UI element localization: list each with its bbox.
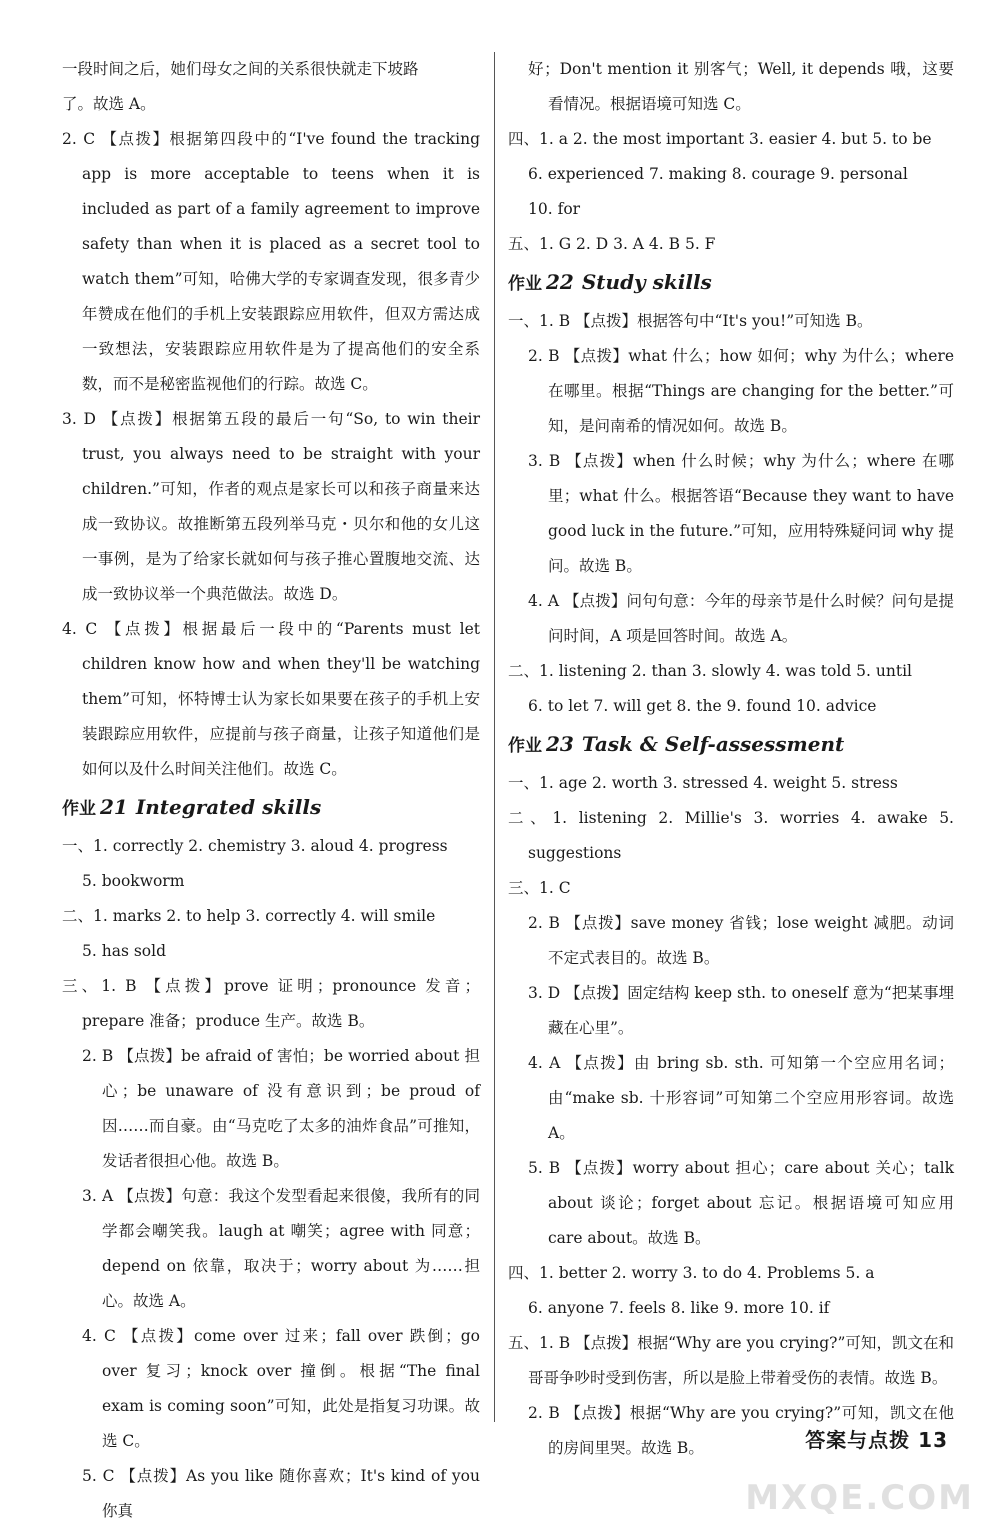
answer-paragraph: 5. bookworm bbox=[82, 872, 185, 890]
column-divider bbox=[494, 52, 495, 1422]
answer-paragraph: 五、1. B 【点拨】根据“Why are you crying?”可知，凯文在和哥哥争吵时受到伤害，所以是脸上带着受伤的表情。故选 B。 bbox=[508, 1334, 954, 1387]
section-title-num: 21 bbox=[100, 795, 128, 819]
answer-paragraph: 5. B 【点拨】worry about 担心；care about 关心；talk about 谈论；forget about 忘记。根据语境可知应用 care about。故选 B。 bbox=[528, 1159, 954, 1247]
section-title-num: 23 bbox=[546, 732, 574, 756]
section-title bbox=[62, 787, 480, 829]
answer-paragraph: 二、1. listening 2. than 3. slowly 4. was told 5. until bbox=[508, 662, 912, 680]
answer-paragraph: 好；Don't mention it 别客气；Well, it depends 哦，这要看情况。根据语境可知选 C。 bbox=[528, 60, 954, 113]
answer-paragraph: 2. B 【点拨】what 什么；how 如何；why 为什么；where 在哪里。根据“Things are changing for the better.”可知，是问南希的情况如何。故选 B。 bbox=[528, 347, 954, 435]
section-title-name: Study skills bbox=[581, 270, 712, 294]
section-title bbox=[508, 262, 954, 304]
watermark: MXQE.COM bbox=[745, 1478, 974, 1518]
answer-paragraph: 四、1. a 2. the most important 3. easier 4. but 5. to be bbox=[508, 130, 932, 148]
answer-paragraph: 五、1. G 2. D 3. A 4. B 5. F bbox=[508, 235, 716, 253]
answer-paragraph: 三、1. C bbox=[508, 879, 571, 897]
answer-paragraph: 一、1. age 2. worth 3. stressed 4. weight 5. stress bbox=[508, 774, 898, 792]
answer-paragraph: 4. C 【点拨】come over 过来；fall over 跌倒；go over 复习；knock over 撞倒。根据“The final exam is coming soon”可知，此处是指复习功课。故选 C。 bbox=[82, 1327, 480, 1450]
answer-paragraph: 4. A 【点拨】问句句意：今年的母亲节是什么时候？问句是提问时间，A 项是回答时间。故选 A。 bbox=[528, 592, 954, 645]
answer-paragraph: 3. D 【点拨】根据第五段的最后一句“So, to win their trust, you always need to be straight with your children.”可知，作者的观点是家长可以和孩子商量来达成一致协议。故推断第五段列举马克・贝尔和他的女儿这一事例，是为了给家长就如何与孩子推心置腹地交流、达成一致协议举一个典范做法。故选 D。 bbox=[62, 410, 480, 603]
page-footer bbox=[805, 1424, 948, 1453]
answer-paragraph: 一、1. B 【点拨】根据答句中“It's you!”可知选 B。 bbox=[508, 312, 873, 330]
answer-paragraph: 5. has sold bbox=[82, 942, 166, 960]
answer-paragraph: 三、1. B 【点拨】prove 证明；pronounce 发音；prepare 准备；produce 生产。故选 B。 bbox=[62, 977, 480, 1030]
answer-paragraph: 4. C 【点拨】根据最后一段中的“Parents must let children know how and when they'll be watching them”可知，怀特博士认为家长如果要在孩子的手机上安装跟踪应用软件，应提前与孩子商量，让孩子知道他们是如何以及什么时间关注他们。故选 C。 bbox=[62, 620, 480, 778]
footer-label: 答案与点拨 bbox=[805, 1428, 911, 1452]
section-title-zy: 作业 bbox=[62, 799, 96, 819]
answer-paragraph: 4. A 【点拨】由 bring sb. sth. 可知第一个空应用名词；由“make sb. 十形容词”可知第二个空应用形容词。故选 A。 bbox=[528, 1054, 954, 1142]
answer-paragraph: 四、1. better 2. worry 3. to do 4. Problems 5. a bbox=[508, 1264, 875, 1282]
answer-paragraph: 2. B 【点拨】save money 省钱；lose weight 减肥。动词不定式表目的。故选 B。 bbox=[528, 914, 954, 967]
page-number: 13 bbox=[918, 1428, 948, 1452]
answer-paragraph: 一段时间之后，她们母女之间的关系很快就走下坡路 bbox=[62, 60, 419, 78]
answer-paragraph: 3. D 【点拨】固定结构 keep sth. to oneself 意为“把某事埋藏在心里”。 bbox=[528, 984, 954, 1037]
answer-paragraph: 6. anyone 7. feels 8. like 9. more 10. if bbox=[528, 1299, 830, 1317]
section-title-name: Task & Self-assessment bbox=[581, 732, 845, 756]
answer-paragraph: 5. C 【点拨】As you like 随你喜欢；It's kind of you 你真 bbox=[82, 1467, 480, 1520]
answer-paragraph: 一、1. correctly 2. chemistry 3. aloud 4. progress bbox=[62, 837, 448, 855]
section-title-name: Integrated skills bbox=[135, 795, 322, 819]
answer-paragraph: 3. B 【点拨】when 什么时候；why 为什么；where 在哪里；what 什么。根据答语“Because they want to have good luck in the future.”可知，应用特殊疑问词 why 提问。故选 B。 bbox=[528, 452, 954, 575]
left-column bbox=[62, 52, 480, 1529]
answer-paragraph: 2. B 【点拨】根据“Why are you crying?”可知，凯文在他的房间里哭。故选 B。 bbox=[528, 1404, 954, 1457]
section-title-zy: 作业 bbox=[508, 274, 542, 294]
section-title-zy: 作业 bbox=[508, 736, 542, 756]
answer-paragraph: 10. for bbox=[528, 200, 581, 218]
section-title bbox=[508, 724, 954, 766]
answer-paragraph: 6. experienced 7. making 8. courage 9. personal bbox=[528, 165, 908, 183]
section-title-num: 22 bbox=[546, 270, 574, 294]
answer-paragraph: 了。故选 A。 bbox=[62, 95, 156, 113]
answer-paragraph: 二、1. marks 2. to help 3. correctly 4. will smile bbox=[62, 907, 436, 925]
answer-paragraph: 2. C 【点拨】根据第四段中的“I've found the tracking app is more acceptable to teens when it is included as part of a family agreement to improve safety than when it is placed as a secret tool to watch them”可知，哈佛大学的专家调查发现，很多青少年赞成在他们的手机上安装跟踪应用软件，但双方需达成一致想法，安装跟踪应用软件是为了提高他们的安全系数，而不是秘密监视他们的行踪。故选 C。 bbox=[62, 130, 480, 393]
answer-paragraph: 2. B 【点拨】be afraid of 害怕；be worried about 担心；be unaware of 没有意识到；be proud of 因……而自豪。由“马克吃了太多的油炸食品”可推知，发话者很担心他。故选 B。 bbox=[82, 1047, 480, 1170]
answer-paragraph: 二、1. listening 2. Millie's 3. worries 4. awake 5. suggestions bbox=[508, 809, 954, 862]
answer-paragraph: 6. to let 7. will get 8. the 9. found 10. advice bbox=[528, 697, 877, 715]
right-column bbox=[508, 52, 954, 1466]
answer-paragraph: 3. A 【点拨】句意：我这个发型看起来很傻，我所有的同学都会嘲笑我。laugh at 嘲笑；agree with 同意；depend on 依靠，取决于；worry about 为……担心。故选 A。 bbox=[82, 1187, 480, 1310]
